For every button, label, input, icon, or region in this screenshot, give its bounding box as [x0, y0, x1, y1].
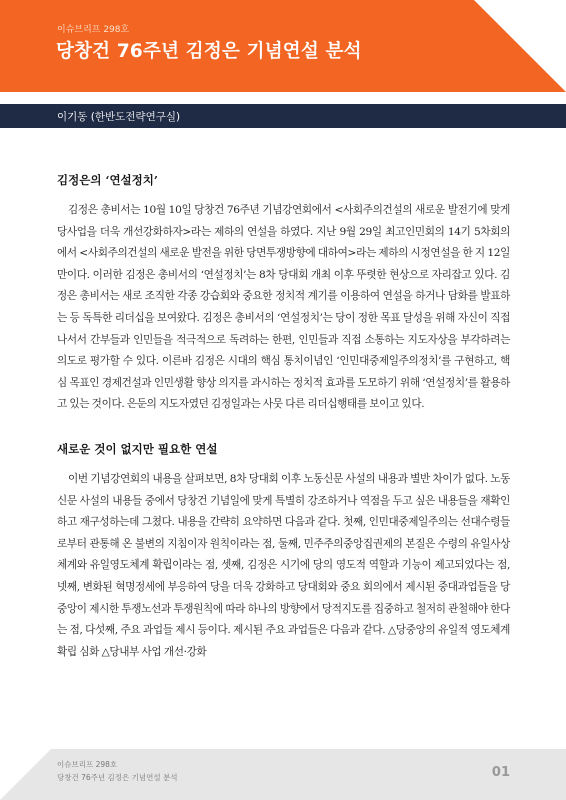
page-number: 01 [491, 765, 510, 780]
document-body [57, 172, 510, 663]
section-heading: 새로운 것이 없지만 필요한 연설 [57, 441, 218, 456]
footer-series-label: 이슈브리프 298호 [57, 760, 118, 769]
header-banner [0, 0, 566, 92]
footer-title: 당창건 76주년 김정은 기념연설 분석 [57, 773, 178, 782]
page-footer [0, 749, 566, 800]
section-heading: 김정은의 ‘연설정치’ [57, 173, 158, 187]
section-paragraph: 김정은 총비서는 10월 10일 당창건 76주년 기념강연회에서 <사회주의건설의 새로운 발전기에 맞게 당사업을 더욱 개선강화하자>라는 제하의 연설을 하였다. 지난 9월 29일 최고인민회의 14기 5차회의에서 <사회주의건설의 새로운 발전을 위한 당면투쟁방향에 대하여>라는 제하의 시정연설을 한 지 12일 만이다. 이러한 김정은 총비서의 ‘연설정치’는 8차 당대회 개최 이후 뚜렷한 현상으로 자리잡고 있다. 김정은 총비서는 새로 조직한 각종 강습회와 중요한 정치적 계기를 이용하여 연설을 하거나 담화를 발표하는 등 독특한 리더십을 보여왔다. 김정은 총비서의 ‘연설정치’는 당이 정한 목표 달성을 위해 자신이 직접 나서서 간부들과 인민들을 적극적으로 독려하는 한편, 인민들과 직접 소통하는 지도자상을 부각하려는 의도로 평가할 수 있다. 이른바 김정은 시대의 핵심 통치이념인 ‘인민대중제일주의정치’를 구현하고, 핵심 목표인 경제건설과 인민생활 향상 의지를 과시하는 정치적 효과를 도모하기 위해 ‘연설정치’를 활용하고 있는 것이다. 은둔의 지도자였던 김정일과는 사뭇 다른 리더십행태를 보이고 있다. [57, 204, 510, 411]
series-label: 이슈브리프 298호 [57, 25, 130, 35]
author-name: 이기동 (한반도전략연구실) [57, 111, 181, 123]
header-corner-cut [474, 0, 566, 92]
author-bar [0, 104, 566, 128]
footer-corner-cut [0, 749, 51, 800]
document-title: 당창건 76주년 김정은 기념연설 분석 [56, 41, 362, 62]
section-paragraph: 이번 기념강연회의 내용을 살펴보면, 8차 당대회 이후 노동신문 사설의 내용과 별반 차이가 없다. 노동신문 사설의 내용들 중에서 당창건 기념일에 맞게 특별히 강조하거나 역점을 두고 싶은 내용들을 재확인하고 재구성하는데 그쳤다. 내용을 간략히 요약하면 다음과 같다. 첫째, 인민대중제일주의는 선대수령들로부터 관통해 온 불변의 지침이자 원칙이라는 점, 둘째, 민주주의중앙집권제의 본질은 수령의 유일사상체계와 유일영도체계 확립이라는 점, 셋째, 김정은 시기에 당의 영도적 역할과 기능이 제고되었다는 점, 넷째, 변화된 혁명정세에 부응하여 당을 더욱 강화하고 당대회와 중요 회의에서 제시된 중대과업들을 당중앙이 제시한 투쟁노선과 투쟁원칙에 따라 하나의 방향에서 당적지도를 집중하고 철저히 관철해야 한다는 점, 다섯째, 주요 과업들 제시 등이다. 제시된 주요 과업들은 다음과 같다. △당중앙의 유일적 영도체계 확립 심화 △당내부 사업 개선·강화 [57, 472, 510, 658]
